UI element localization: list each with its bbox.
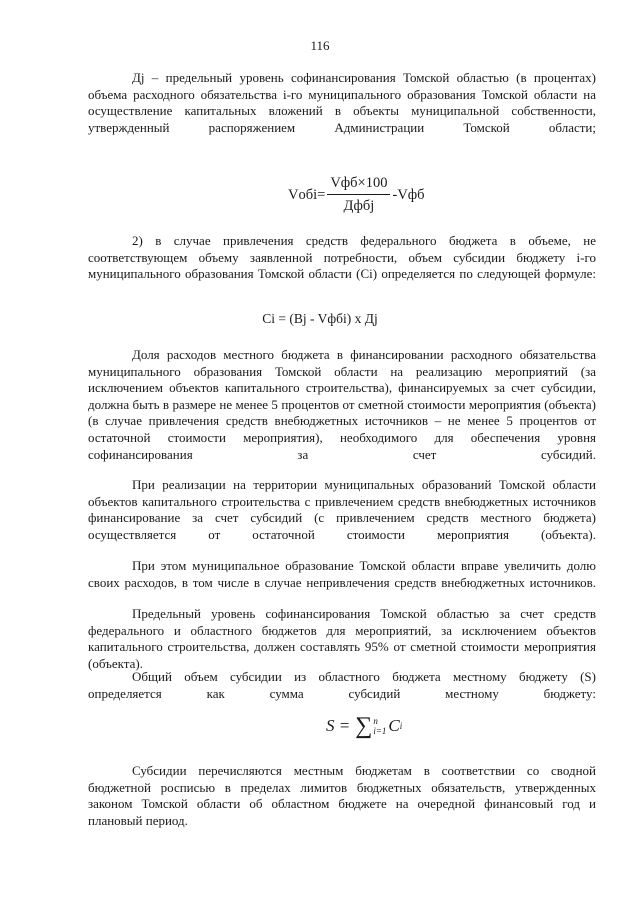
paragraph-cofinancing-limit: Предельный уровень софинансирования Томской областью за счет средств федерального и областного бюджетов для мероприятий, за исключением объектов капитального строительства, должен составлять 95% от сметной стоимости мероприятия (объекта). xyxy=(88,606,596,671)
formula-vobi xyxy=(288,172,425,218)
paragraph-transfer: Субсидии перечисляются местным бюджетам в соответствии со сводной бюджетной росписью в пределах лимитов бюджетных обязательств, утвержденных законом Томской области об областном бюджете на очередной финансовый год и плановый период. xyxy=(88,763,596,828)
formula-vobi-denominator: Дфбj xyxy=(343,198,375,214)
paragraph-increase-share: При этом муниципальное образование Томской области вправе увеличить долю своих расходов, в том числе в случае непривлечения средств внебюджетных источников. xyxy=(88,558,596,590)
sigma-symbol: ∑ xyxy=(355,713,373,739)
formula-vobi-numerator: Vфб×100 xyxy=(327,175,390,195)
formula-vobi-rhs: -Vфб xyxy=(392,186,425,203)
sigma-lower-limit: i=1 xyxy=(373,726,387,736)
paragraph-definition-dj: Дj – предельный уровень софинансирования Томской областью (в процентах) объема расходного обязательства i-го муниципального образования Томской области на осуществление капитальных вложений в объекты муниципальной собственности, утвержденный распоряжением Администрации Томской области; xyxy=(88,70,596,135)
paragraph-total-subsidy: Общий объем субсидии из областного бюджета местному бюджету (S) определяется как сумма субсидий местному бюджету: xyxy=(88,669,596,701)
formula-sum-lhs: S = xyxy=(326,716,351,735)
formula-sum-term: C xyxy=(388,716,400,735)
formula-sum-term-subscript: i xyxy=(399,721,403,731)
formula-vobi-lhs: Vобi= xyxy=(288,186,326,203)
paragraph-federal-budget: 2) в случае привлечения средств федерального бюджета в объеме, не соответствующем объему заявленной потребности, объем субсидии бюджету i-го муниципального образования Томской области (Сi) определяется по следующей формуле: xyxy=(88,233,596,282)
paragraph-local-budget-share: Доля расходов местного бюджета в финансировании расходного обязательства муниципального образования Томской области на реализацию мероприятий (за исключением объектов капитального строительства), финансируемых за счет субсидии, должна быть в размере не менее 5 процентов от сметной стоимости мероприятия (объекта) (в случае привлечения средств внебюджетных источников – не менее 5 процентов от остаточной стоимости мероприятия), необходимого для обеспечения уровня софинансирования за счет субсидий. xyxy=(88,347,596,462)
sigma-limits xyxy=(373,716,386,736)
page-number: 116 xyxy=(310,38,330,53)
formula-ci: Сi = (Вj - Vфбi) х Дj xyxy=(262,311,378,326)
paragraph-capital-construction: При реализации на территории муниципальных образований Томской области объектов капитального строительства с привлечением средств внебюджетных источников финансирование за счет субсидий (с привлечением средств местного бюджета) осуществляется от остаточной стоимости мероприятия (объекта). xyxy=(88,477,596,542)
sigma-upper-limit: n xyxy=(373,716,378,726)
formula-vobi-fraction xyxy=(327,175,390,215)
formula-sum-s xyxy=(326,713,403,739)
